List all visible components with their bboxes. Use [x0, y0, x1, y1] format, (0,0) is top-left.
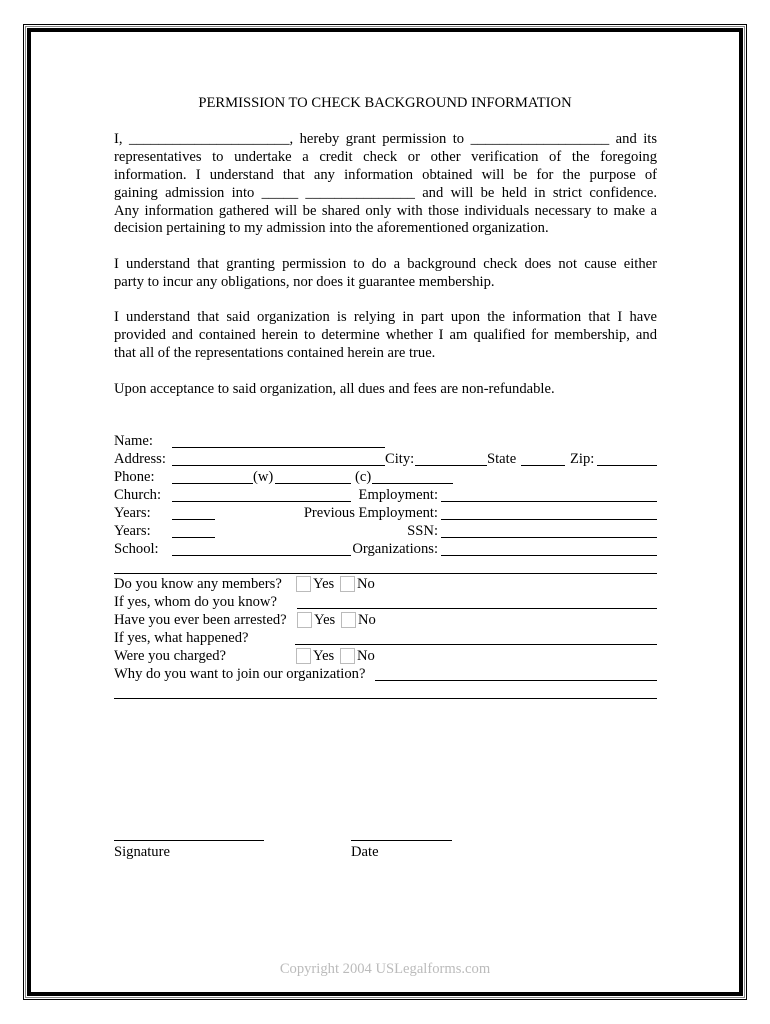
- charged-yes-checkbox[interactable]: [296, 648, 311, 664]
- document-title: PERMISSION TO CHECK BACKGROUND INFORMATION: [198, 95, 572, 111]
- previous-employment-field[interactable]: [441, 519, 657, 520]
- paragraph-3-line: that all of the representations contained herein are true.: [114, 345, 436, 361]
- happened-field[interactable]: [295, 644, 657, 645]
- whom-field[interactable]: [297, 608, 657, 609]
- charged-no-label: No: [357, 648, 375, 664]
- date-label: Date: [351, 844, 379, 860]
- paragraph-1-line: decision pertaining to my admission into the aforementioned organization.: [114, 220, 549, 236]
- church-years-field[interactable]: [172, 519, 215, 520]
- signature-field[interactable]: [114, 840, 264, 841]
- previous-employment-label: Previous Employment:: [303, 505, 438, 521]
- members-no-label: No: [357, 576, 375, 592]
- paragraph-1-line: information. I understand that any information obtained will be for the purpose of: [114, 167, 657, 183]
- employment-years-field[interactable]: [172, 537, 215, 538]
- members-yes-checkbox[interactable]: [296, 576, 311, 592]
- whom-question: If yes, whom do you know?: [114, 594, 277, 610]
- organizations-field[interactable]: [441, 555, 657, 556]
- phone-cell-field-a[interactable]: [275, 483, 351, 484]
- organizations-label: Organizations:: [352, 541, 438, 557]
- why-question: Why do you want to join our organization?: [114, 666, 366, 682]
- ssn-field[interactable]: [441, 537, 657, 538]
- paragraph-1-line: gaining admission into _____ _______________ and will be held in strict confidence.: [114, 185, 657, 201]
- members-no-checkbox[interactable]: [340, 576, 355, 592]
- city-label: City:: [385, 451, 415, 467]
- arrested-question: Have you ever been arrested?: [114, 612, 287, 628]
- copyright-footer: Copyright 2004 USLegalforms.com: [279, 961, 491, 977]
- paragraph-1-line: representatives to undertake a credit check or other verification of the foregoing: [114, 149, 657, 165]
- ssn-label: SSN:: [407, 523, 438, 539]
- zip-field[interactable]: [597, 465, 657, 466]
- school-label: School:: [114, 541, 159, 557]
- arrested-yes-label: Yes: [314, 612, 336, 628]
- arrested-no-checkbox[interactable]: [341, 612, 356, 628]
- address-field[interactable]: [172, 465, 385, 466]
- arrested-yes-checkbox[interactable]: [297, 612, 312, 628]
- phone-label: Phone:: [114, 469, 155, 485]
- charged-question: Were you charged?: [114, 648, 227, 664]
- paragraph-1-line: I, ______________________, hereby grant permission to ___________________ and its: [114, 131, 657, 147]
- phone-cell-field[interactable]: [372, 483, 453, 484]
- state-field[interactable]: [521, 465, 565, 466]
- church-label: Church:: [114, 487, 162, 503]
- zip-label: Zip:: [570, 451, 595, 467]
- date-field[interactable]: [351, 840, 452, 841]
- employment-label: Employment:: [358, 487, 438, 503]
- charged-no-checkbox[interactable]: [340, 648, 355, 664]
- why-field[interactable]: [375, 680, 657, 681]
- city-field[interactable]: [415, 465, 487, 466]
- phone-work-label: (w): [253, 469, 274, 485]
- paragraph-4: Upon acceptance to said organization, all dues and fees are non-refundable.: [114, 381, 555, 397]
- phone-cell-label: (c): [355, 469, 372, 485]
- church-years-label: Years:: [114, 505, 151, 521]
- signature-label: Signature: [114, 844, 170, 860]
- phone-work-field[interactable]: [172, 483, 253, 484]
- charged-yes-label: Yes: [313, 648, 335, 664]
- paragraph-3-line: provided and contained herein to determine whether I am qualified for membership, and: [114, 327, 657, 343]
- employment-years-label: Years:: [114, 523, 151, 539]
- arrested-no-label: No: [358, 612, 376, 628]
- why-field-continued[interactable]: [114, 698, 657, 699]
- employment-field[interactable]: [441, 501, 657, 502]
- name-label: Name:: [114, 433, 153, 449]
- paragraph-2-line: I understand that granting permission to do a background check does not cause either: [114, 256, 657, 272]
- members-question: Do you know any members?: [114, 576, 282, 592]
- paragraph-2-line: party to incur any obligations, nor does it guarantee membership.: [114, 274, 495, 290]
- paragraph-1-line: Any information gathered will be shared only with those individuals necessary to make a: [114, 203, 657, 219]
- name-field[interactable]: [172, 447, 385, 448]
- members-yes-label: Yes: [313, 576, 335, 592]
- address-label: Address:: [114, 451, 166, 467]
- happened-question: If yes, what happened?: [114, 630, 249, 646]
- organizations-field-continued[interactable]: [114, 573, 657, 574]
- paragraph-3-line: I understand that said organization is relying in part upon the information that I have: [114, 309, 657, 325]
- state-label: State: [487, 451, 517, 467]
